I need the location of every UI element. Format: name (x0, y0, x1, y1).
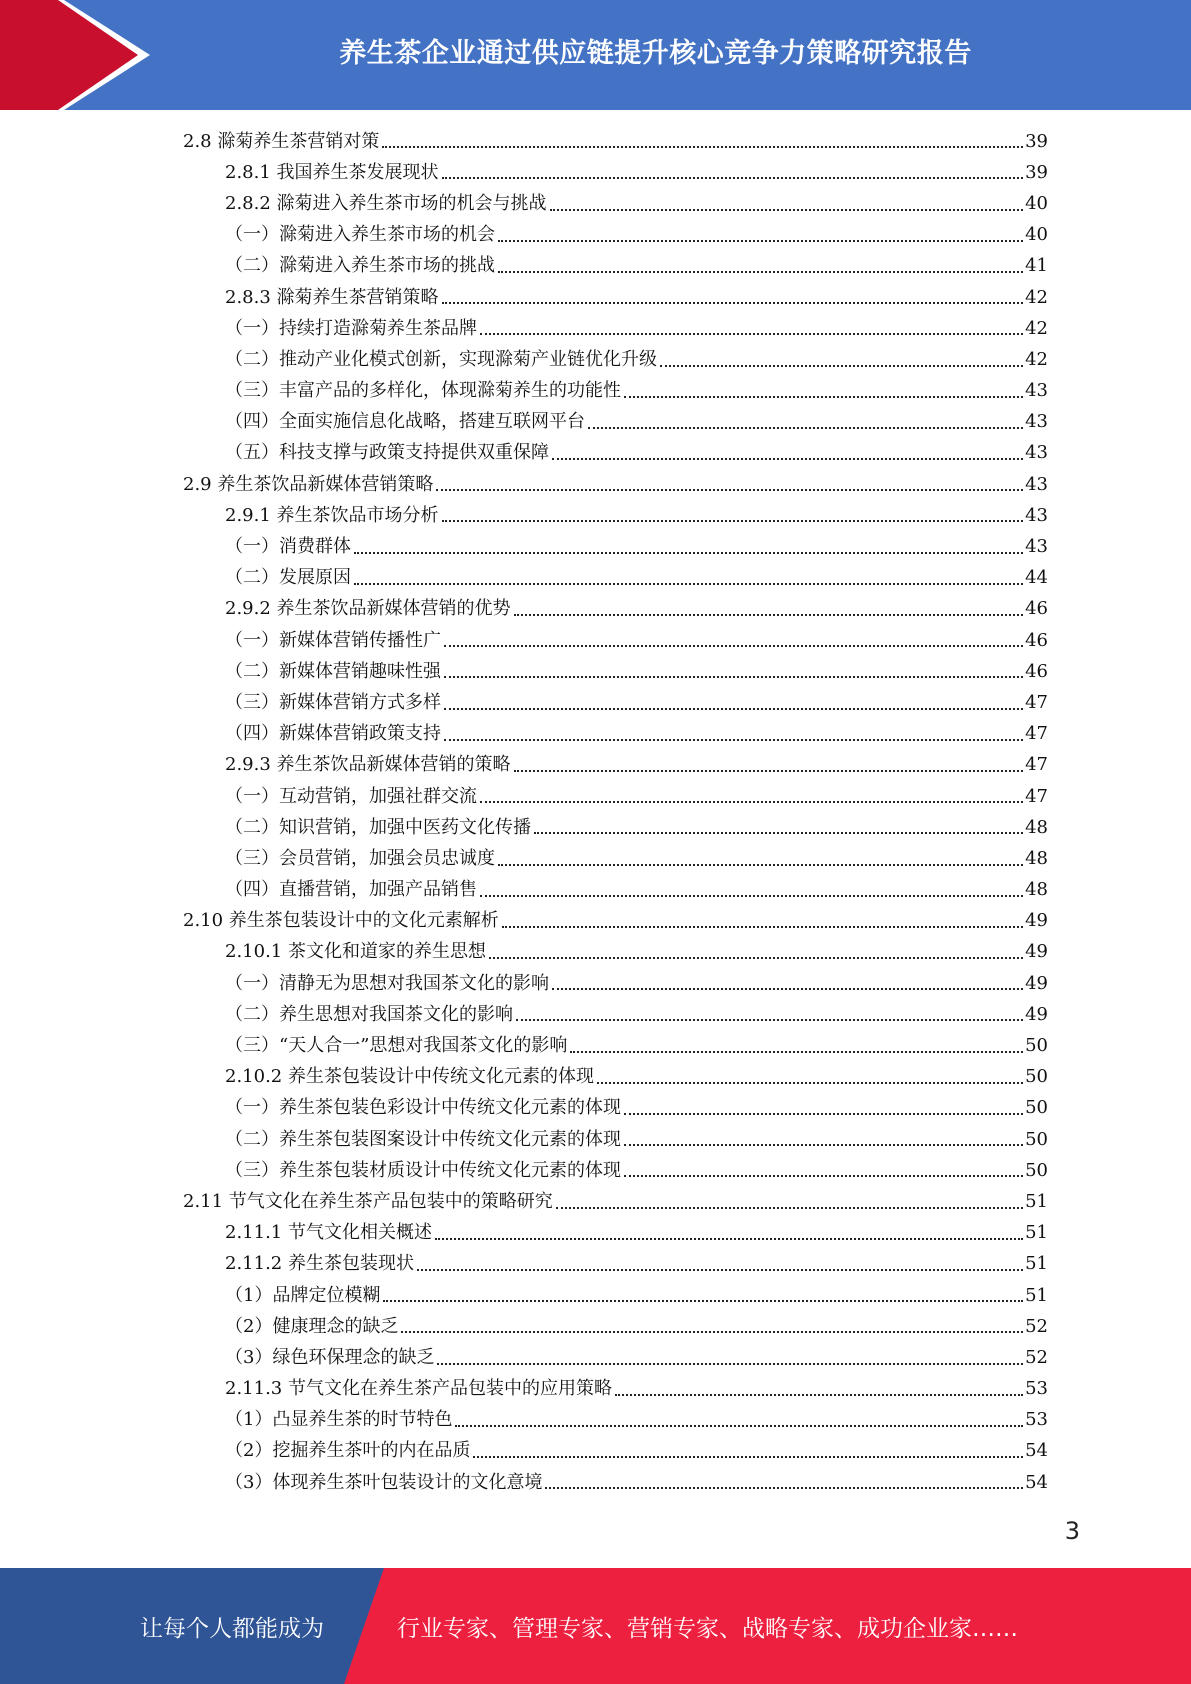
toc-leader-dots (498, 864, 1023, 866)
toc-entry[interactable] (0, 843, 1191, 874)
toc-entry-page: 44 (1025, 567, 1048, 589)
toc-leader-dots (444, 645, 1023, 647)
toc-entry-page: 43 (1025, 536, 1048, 558)
toc-leader-dots (480, 801, 1023, 803)
toc-entry-page: 40 (1025, 224, 1048, 246)
toc-entry-page: 43 (1025, 442, 1048, 464)
toc-entry[interactable] (0, 220, 1191, 251)
toc-entry-page: 49 (1025, 910, 1048, 932)
toc-entry-title: （二）养生茶包装图案设计中传统文化元素的体现 (225, 1128, 621, 1150)
toc-entry-page: 49 (1025, 1003, 1048, 1025)
toc-entry[interactable] (0, 500, 1191, 531)
toc-entry-page: 43 (1025, 473, 1048, 495)
toc-entry[interactable] (0, 719, 1191, 750)
toc-entry-title: （一）养生茶包装色彩设计中传统文化元素的体现 (225, 1097, 621, 1119)
toc-entry-title: （五）科技支撑与政策支持提供双重保障 (225, 442, 549, 464)
toc-entry-page: 47 (1025, 723, 1048, 745)
toc-entry[interactable] (0, 1342, 1191, 1373)
toc-entry[interactable] (0, 812, 1191, 843)
toc-entry-page: 46 (1025, 598, 1048, 620)
toc-entry-title: （2）健康理念的缺乏 (225, 1315, 399, 1337)
toc-entry-title: 2.8.2 滁菊进入养生茶市场的机会与挑战 (225, 192, 547, 214)
toc-entry[interactable] (0, 157, 1191, 188)
toc-entry-title: 2.11.3 节气文化在养生茶产品包装中的应用策略 (225, 1378, 612, 1400)
toc-entry[interactable] (0, 999, 1191, 1030)
toc-entry-title: （一）互动营销，加强社群交流 (225, 785, 477, 807)
toc-leader-dots (489, 957, 1023, 959)
toc-entry[interactable] (0, 188, 1191, 219)
toc-entry-title: 2.8.3 滁菊养生茶营销策略 (225, 286, 439, 308)
toc-entry-title: （一）消费群体 (225, 536, 351, 558)
toc-entry-page: 49 (1025, 941, 1048, 963)
toc-entry-title: 2.11.2 养生茶包装现状 (225, 1253, 414, 1275)
toc-entry-page: 47 (1025, 691, 1048, 713)
toc-entry[interactable] (0, 656, 1191, 687)
toc-entry[interactable] (0, 313, 1191, 344)
toc-entry-page: 48 (1025, 879, 1048, 901)
toc-entry[interactable] (0, 1374, 1191, 1405)
toc-entry-page: 54 (1025, 1440, 1048, 1462)
toc-leader-dots (552, 988, 1023, 990)
toc-entry[interactable] (0, 344, 1191, 375)
footer-slogan: 让每个人都能成为 (140, 1615, 324, 1642)
toc-entry-title: （一）滁菊进入养生茶市场的机会 (225, 224, 495, 246)
toc-entry-title: （四）新媒体营销政策支持 (225, 723, 441, 745)
toc-entry[interactable] (0, 968, 1191, 999)
toc-leader-dots (516, 1019, 1023, 1021)
toc-leader-dots (498, 240, 1023, 242)
toc-entry-page: 52 (1025, 1315, 1048, 1337)
toc-entry[interactable] (0, 1218, 1191, 1249)
page-number: 3 (1064, 1517, 1080, 1545)
toc-entry[interactable] (0, 1405, 1191, 1436)
toc-entry-title: （二）知识营销，加强中医药文化传播 (225, 816, 531, 838)
toc-leader-dots (444, 676, 1023, 678)
toc-entry-page: 49 (1025, 972, 1048, 994)
toc-entry-page: 42 (1025, 348, 1048, 370)
toc-entry[interactable] (0, 282, 1191, 313)
toc-entry-page: 47 (1025, 785, 1048, 807)
toc-leader-dots (436, 489, 1023, 491)
toc-entry-page: 54 (1025, 1471, 1048, 1493)
toc-entry[interactable] (0, 126, 1191, 157)
toc-entry-page: 39 (1025, 130, 1048, 152)
toc-entry[interactable] (0, 407, 1191, 438)
toc-leader-dots (624, 396, 1023, 398)
toc-leader-dots (435, 1238, 1023, 1240)
page-header (0, 0, 1191, 110)
toc-entry-page: 40 (1025, 192, 1048, 214)
toc-entry-title: （1）品牌定位模糊 (225, 1284, 381, 1306)
toc-leader-dots (383, 1300, 1023, 1302)
toc-leader-dots (502, 926, 1023, 928)
toc-entry-title: 2.9.1 养生茶饮品市场分析 (225, 504, 439, 526)
toc-leader-dots (556, 1207, 1023, 1209)
toc-entry[interactable] (0, 251, 1191, 282)
toc-entry-page: 41 (1025, 255, 1048, 277)
toc-entry-title: （1）凸显养生茶的时节特色 (225, 1409, 453, 1431)
toc-entry[interactable] (0, 376, 1191, 407)
toc-entry-page: 52 (1025, 1346, 1048, 1368)
toc-entry[interactable] (0, 625, 1191, 656)
toc-entry[interactable] (0, 1030, 1191, 1061)
toc-leader-dots (597, 1082, 1023, 1084)
toc-entry-page: 50 (1025, 1035, 1048, 1057)
toc-leader-dots (514, 614, 1024, 616)
toc-entry-page: 46 (1025, 629, 1048, 651)
toc-leader-dots (473, 1456, 1023, 1458)
toc-entry-title: （一）持续打造滁菊养生茶品牌 (225, 317, 477, 339)
toc-leader-dots (480, 333, 1023, 335)
toc-entry-title: 2.8 滁菊养生茶营销对策 (183, 130, 380, 152)
toc-entry[interactable] (0, 1436, 1191, 1467)
toc-entry[interactable] (0, 750, 1191, 781)
toc-leader-dots (401, 1331, 1023, 1333)
toc-leader-dots (442, 302, 1024, 304)
toc-entry-title: 2.10.1 茶文化和道家的养生思想 (225, 941, 486, 963)
toc-entry-title: （二）新媒体营销趣味性强 (225, 660, 441, 682)
toc-entry[interactable] (0, 594, 1191, 625)
toc-entry[interactable] (0, 1062, 1191, 1093)
toc-entry-title: （3）绿色环保理念的缺乏 (225, 1346, 435, 1368)
toc-leader-dots (382, 146, 1023, 148)
toc-entry-title: 2.11.1 节气文化相关概述 (225, 1222, 432, 1244)
toc-entry-page: 51 (1025, 1222, 1048, 1244)
toc-entry-title: （3）体现养生茶叶包装设计的文化意境 (225, 1471, 543, 1493)
toc-leader-dots (624, 1144, 1023, 1146)
toc-entry[interactable] (0, 438, 1191, 469)
toc-entry-page: 42 (1025, 317, 1048, 339)
toc-leader-dots (444, 739, 1023, 741)
toc-entry[interactable] (0, 531, 1191, 562)
toc-entry-page: 43 (1025, 504, 1048, 526)
toc-entry-page: 50 (1025, 1128, 1048, 1150)
toc-leader-dots (615, 1394, 1023, 1396)
toc-entry-page: 51 (1025, 1190, 1048, 1212)
toc-entry-page: 48 (1025, 847, 1048, 869)
toc-entry-title: （三）新媒体营销方式多样 (225, 691, 441, 713)
toc-entry[interactable] (0, 1249, 1191, 1280)
toc-leader-dots (498, 271, 1023, 273)
toc-leader-dots (442, 520, 1024, 522)
toc-leader-dots (444, 708, 1023, 710)
toc-entry[interactable] (0, 469, 1191, 500)
toc-entry[interactable] (0, 1155, 1191, 1186)
toc-leader-dots (624, 1175, 1023, 1177)
toc-entry-page: 39 (1025, 161, 1048, 183)
toc-entry-page: 43 (1025, 380, 1048, 402)
footer-tagline: 行业专家、管理专家、营销专家、战略专家、成功企业家…… (397, 1615, 1018, 1642)
toc-entry-title: （四）全面实施信息化战略，搭建互联网平台 (225, 411, 585, 433)
toc-leader-dots (354, 583, 1023, 585)
toc-leader-dots (480, 895, 1023, 897)
toc-entry-title: （2）挖掘养生茶叶的内在品质 (225, 1440, 471, 1462)
toc-entry-page: 53 (1025, 1378, 1048, 1400)
toc-leader-dots (624, 1113, 1023, 1115)
toc-entry[interactable] (0, 687, 1191, 718)
page-footer (0, 1568, 1191, 1684)
toc-leader-dots (660, 365, 1023, 367)
table-of-contents (0, 126, 1191, 1498)
toc-entry-page: 43 (1025, 411, 1048, 433)
toc-leader-dots (437, 1363, 1023, 1365)
toc-leader-dots (534, 832, 1023, 834)
toc-leader-dots (514, 770, 1024, 772)
toc-entry-title: 2.8.1 我国养生茶发展现状 (225, 161, 439, 183)
toc-entry-page: 48 (1025, 816, 1048, 838)
toc-entry-title: （二）滁菊进入养生茶市场的挑战 (225, 255, 495, 277)
toc-entry-page: 47 (1025, 754, 1048, 776)
toc-leader-dots (550, 209, 1024, 211)
toc-entry-title: （四）直播营销，加强产品销售 (225, 879, 477, 901)
toc-entry-title: 2.9 养生茶饮品新媒体营销策略 (183, 473, 434, 495)
toc-entry-title: （三）丰富产品的多样化，体现滁菊养生的功能性 (225, 380, 621, 402)
toc-leader-dots (552, 458, 1023, 460)
toc-entry-page: 50 (1025, 1066, 1048, 1088)
toc-entry-title: （二）发展原因 (225, 567, 351, 589)
toc-entry-title: 2.10.2 养生茶包装设计中传统文化元素的体现 (225, 1066, 594, 1088)
toc-entry-page: 53 (1025, 1409, 1048, 1431)
toc-entry-page: 50 (1025, 1159, 1048, 1181)
toc-entry[interactable] (0, 1124, 1191, 1155)
toc-leader-dots (570, 1051, 1023, 1053)
toc-entry[interactable] (0, 875, 1191, 906)
toc-entry[interactable] (0, 563, 1191, 594)
toc-entry-title: 2.9.3 养生茶饮品新媒体营销的策略 (225, 754, 511, 776)
toc-entry-title: （一）清静无为思想对我国茶文化的影响 (225, 972, 549, 994)
toc-leader-dots (588, 427, 1023, 429)
toc-entry[interactable] (0, 1280, 1191, 1311)
toc-leader-dots (417, 1269, 1023, 1271)
toc-leader-dots (545, 1487, 1023, 1489)
toc-entry-page: 50 (1025, 1097, 1048, 1119)
toc-entry-page: 46 (1025, 660, 1048, 682)
toc-entry-title: 2.10 养生茶包装设计中的文化元素解析 (183, 910, 499, 932)
toc-entry-title: （一）新媒体营销传播性广 (225, 629, 441, 651)
toc-entry-title: （二）养生思想对我国茶文化的影响 (225, 1003, 513, 1025)
toc-entry-title: （三）养生茶包装材质设计中传统文化元素的体现 (225, 1159, 621, 1181)
toc-entry-title: （三）“天人合一”思想对我国茶文化的影响 (225, 1035, 568, 1057)
toc-entry[interactable] (0, 906, 1191, 937)
toc-entry[interactable] (0, 1093, 1191, 1124)
toc-entry-page: 51 (1025, 1253, 1048, 1275)
toc-entry-page: 42 (1025, 286, 1048, 308)
toc-entry[interactable] (0, 1467, 1191, 1498)
toc-entry[interactable] (0, 1311, 1191, 1342)
toc-entry-page: 51 (1025, 1284, 1048, 1306)
toc-entry[interactable] (0, 937, 1191, 968)
toc-entry-title: （二）推动产业化模式创新，实现滁菊产业链优化升级 (225, 348, 657, 370)
document-title: 养生茶企业通过供应链提升核心竞争力策略研究报告 (339, 37, 972, 69)
toc-leader-dots (442, 177, 1024, 179)
toc-entry-title: 2.9.2 养生茶饮品新媒体营销的优势 (225, 598, 511, 620)
toc-leader-dots (354, 552, 1023, 554)
toc-entry[interactable] (0, 1186, 1191, 1217)
toc-entry-title: （三）会员营销，加强会员忠诚度 (225, 847, 495, 869)
toc-leader-dots (455, 1425, 1023, 1427)
toc-entry-title: 2.11 节气文化在养生茶产品包装中的策略研究 (183, 1190, 553, 1212)
toc-entry[interactable] (0, 781, 1191, 812)
